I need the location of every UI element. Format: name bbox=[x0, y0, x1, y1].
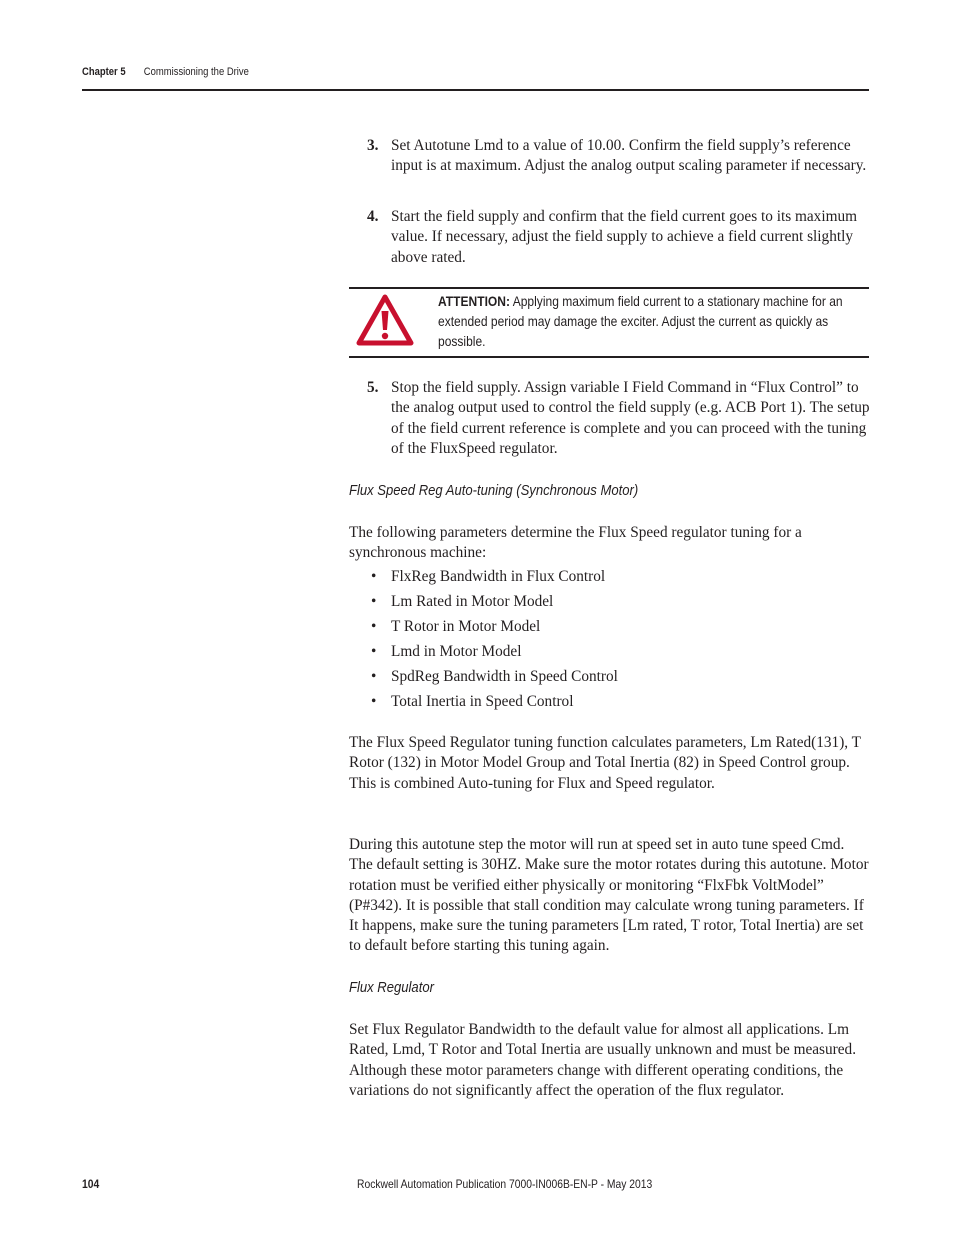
flux-regulator-paragraph: Set Flux Regulator Bandwidth to the default value for almost all applications. Lm Rated, Lmd, T Rotor and Total Inertia are usually unknown and must be measured. Although these motor parameters change with different operating conditions, the variations do not significantly affect the operation of the flux regulator. bbox=[349, 1021, 857, 1099]
step-number: 4. bbox=[367, 208, 379, 225]
list-item: • Lmd in Motor Model bbox=[349, 642, 871, 667]
list-item: • T Rotor in Motor Model bbox=[349, 617, 871, 642]
autotune-paragraph: During this autotune step the motor will run at speed set in auto tune speed Cmd. The default setting is 30HZ. Make sure the motor rotates during this autotune. Motor rotation must be verified either physically or monitoring “FlxFbk VoltModel” (P#342). It is possible that stall condition may calculate wrong tuning parameters. If It happens, make sure the tuning parameters [Lm rated, T rotor, Total Inertia) are set to default before starting this tuning again. bbox=[349, 836, 869, 955]
section-heading: Flux Speed Reg Auto-tuning (Synchronous Motor) bbox=[349, 482, 639, 499]
step-number: 5. bbox=[367, 379, 379, 396]
parameter-list bbox=[349, 567, 871, 717]
bullet-icon: • bbox=[371, 668, 377, 685]
list-item: • SpdReg Bandwidth in Speed Control bbox=[349, 667, 871, 692]
page-number: 104 bbox=[82, 1177, 100, 1191]
bullet-icon: • bbox=[371, 693, 377, 710]
running-header bbox=[82, 66, 249, 78]
list-item: • FlxReg Bandwidth in Flux Control bbox=[349, 567, 871, 592]
list-item: • Lm Rated in Motor Model bbox=[349, 592, 871, 617]
header-rule bbox=[82, 89, 869, 91]
attention-message: Applying maximum field current to a stationary machine for an extended period may damage the exciter. Adjust the current as quickly as possible. bbox=[438, 293, 843, 350]
step-text: Set Autotune Lmd to a value of 10.00. Confirm the field supply’s reference input is at maximum. Adjust the analog output scaling parameter if necessary. bbox=[391, 137, 867, 175]
warning-triangle-icon bbox=[356, 294, 414, 346]
step-4 bbox=[349, 207, 871, 268]
publication-info: Rockwell Automation Publication 7000-IN006B-EN-P - May 2013 bbox=[357, 1177, 653, 1191]
section-label: Commissioning the Drive bbox=[143, 66, 249, 78]
intro-paragraph: The following parameters determine the Flux Speed regulator tuning for a synchronous machine: bbox=[349, 524, 802, 562]
chapter-label: Chapter 5 bbox=[82, 66, 126, 78]
attention-bottom-rule bbox=[349, 356, 869, 358]
step-3 bbox=[349, 136, 871, 177]
list-item: • Total Inertia in Speed Control bbox=[349, 692, 871, 717]
step-text: Start the field supply and confirm that the field current goes to its maximum value. If necessary, adjust the field supply to achieve a field current slightly above rated. bbox=[391, 208, 858, 266]
bullet-icon: • bbox=[371, 568, 377, 585]
step-text: Stop the field supply. Assign variable I Field Command in “Flux Control” to the analog output used to control the field supply (e.g. ACB Port 1). The setup of the field current reference is complete and you can proceed with the tuning of the FluxSpeed regulator. bbox=[391, 379, 870, 457]
attention-text bbox=[438, 291, 859, 352]
bullet-icon: • bbox=[371, 643, 377, 660]
section-heading: Flux Regulator bbox=[349, 979, 434, 996]
tuning-paragraph: The Flux Speed Regulator tuning function calculates parameters, Lm Rated(131), T Rotor (132) in Motor Model Group and Total Inertia (82) in Speed Control group. This is combined Auto-tuning for Flux and Speed regulator. bbox=[349, 734, 861, 792]
step-number: 3. bbox=[367, 137, 379, 154]
bullet-icon: • bbox=[371, 618, 377, 635]
attention-top-rule bbox=[349, 287, 869, 289]
step-5 bbox=[349, 378, 871, 459]
bullet-icon: • bbox=[371, 593, 377, 610]
attention-label: ATTENTION: bbox=[438, 293, 511, 309]
